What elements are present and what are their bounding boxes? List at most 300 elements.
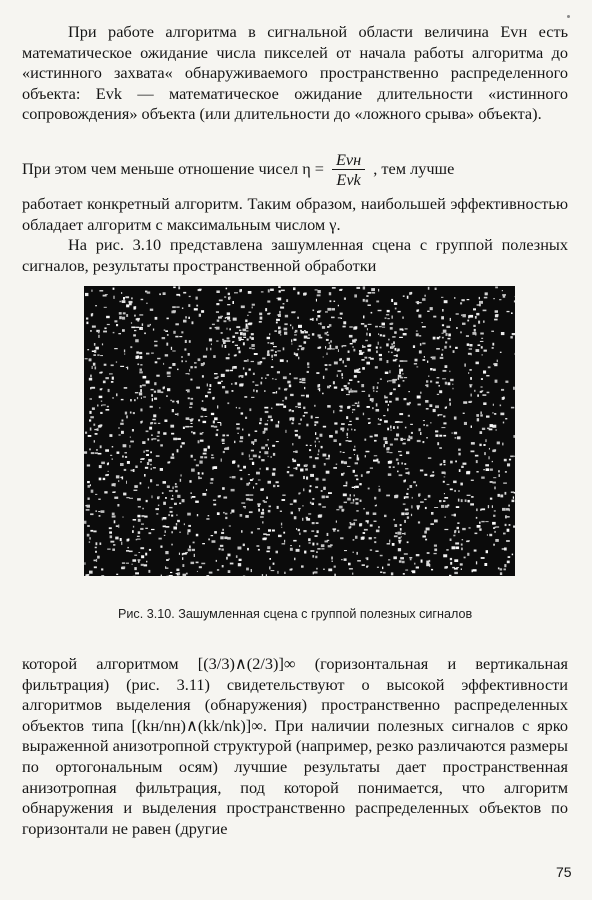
noise-speck [196, 464, 199, 466]
noise-speck [364, 325, 367, 327]
noise-speck [169, 575, 173, 576]
noise-speck [405, 570, 408, 571]
noise-speck [451, 433, 453, 434]
noise-speck [368, 305, 371, 306]
noise-speck [183, 427, 185, 429]
noise-speck [199, 477, 202, 479]
noise-speck [340, 313, 343, 315]
noise-speck [186, 573, 188, 575]
noise-speck [151, 439, 152, 441]
noise-speck [230, 513, 232, 514]
noise-speck [208, 446, 210, 449]
noise-speck [182, 442, 185, 444]
noise-speck [91, 290, 92, 292]
noise-speck [470, 386, 472, 388]
noise-speck [426, 380, 428, 382]
noise-speck [222, 529, 223, 531]
noise-speck [134, 330, 136, 331]
noise-speck [254, 439, 257, 442]
noise-speck [186, 417, 190, 420]
noise-speck [181, 474, 182, 476]
noise-speck [374, 434, 378, 436]
noise-speck [210, 483, 213, 484]
noise-speck [85, 358, 88, 359]
noise-speck [216, 327, 220, 330]
noise-speck [446, 549, 448, 550]
noise-speck [301, 348, 304, 351]
noise-speck [476, 460, 478, 463]
noise-speck [409, 402, 411, 404]
noise-speck [142, 508, 144, 510]
noise-speck [443, 460, 445, 463]
noise-speck [260, 489, 263, 491]
noise-speck [420, 392, 421, 394]
noise-speck [268, 447, 269, 449]
noise-speck [191, 469, 195, 472]
noise-speck [143, 397, 146, 398]
noise-speck [339, 506, 343, 509]
noise-speck [227, 537, 231, 540]
noise-speck [501, 332, 505, 335]
noise-speck [200, 433, 203, 435]
noise-speck [188, 529, 191, 532]
noise-speck [400, 328, 404, 330]
noise-speck [475, 316, 477, 319]
noise-speck [376, 351, 378, 354]
noise-speck [267, 439, 269, 440]
noise-speck [112, 459, 113, 460]
noise-speck [399, 560, 402, 562]
noise-speck [355, 536, 358, 539]
noise-speck [105, 294, 108, 295]
noise-speck [443, 435, 446, 437]
noise-speck [95, 305, 97, 306]
noise-speck [140, 356, 143, 359]
noise-speck [331, 317, 335, 319]
noise-speck [172, 306, 176, 308]
noise-speck [401, 512, 404, 515]
noise-speck [453, 350, 455, 353]
noise-speck [329, 364, 332, 365]
noise-speck [141, 515, 144, 517]
noise-speck [251, 397, 254, 398]
noise-speck [465, 499, 467, 502]
noise-speck [222, 386, 225, 388]
noise-speck [92, 407, 95, 410]
noise-speck [504, 564, 506, 567]
noise-speck [101, 401, 102, 402]
noise-speck [97, 556, 100, 559]
noise-speck [155, 317, 158, 320]
noise-speck [103, 331, 107, 333]
noise-speck [388, 461, 392, 464]
noise-speck [182, 308, 183, 309]
noise-speck [486, 416, 490, 418]
noise-speck [294, 516, 297, 519]
noise-speck [340, 451, 342, 452]
noise-speck [213, 504, 216, 506]
noise-speck [253, 487, 254, 489]
noise-speck [371, 399, 373, 402]
noise-speck [290, 474, 294, 476]
noise-speck [445, 365, 448, 368]
noise-speck [470, 503, 474, 505]
noise-speck [242, 429, 243, 431]
noise-speck [281, 527, 282, 528]
noise-speck [327, 326, 329, 328]
noise-speck [366, 300, 369, 303]
noise-speck [400, 557, 404, 559]
noise-speck [470, 377, 472, 380]
noise-speck [138, 559, 141, 561]
noise-speck [135, 572, 139, 574]
noise-speck [325, 541, 329, 543]
noise-speck [273, 453, 275, 456]
noise-speck [327, 405, 331, 408]
noise-speck [398, 548, 401, 551]
noise-speck [434, 520, 438, 523]
noise-speck [376, 403, 378, 406]
noise-speck [446, 326, 450, 328]
noise-speck [188, 353, 190, 356]
noise-speck [157, 390, 161, 393]
noise-speck [124, 354, 125, 355]
noise-speck [357, 552, 358, 555]
noise-speck [443, 416, 445, 418]
noise-speck [352, 412, 353, 413]
noise-speck [416, 485, 417, 487]
noise-speck [140, 409, 142, 412]
noise-speck [141, 299, 144, 300]
noise-speck [438, 385, 440, 387]
noise-speck [315, 445, 316, 447]
noise-speck [339, 289, 342, 291]
noise-speck [95, 347, 99, 350]
noise-speck [304, 293, 307, 295]
noise-speck [396, 459, 399, 461]
noise-speck [344, 298, 346, 300]
noise-speck [402, 317, 404, 319]
noise-speck [125, 452, 128, 454]
noise-speck [398, 375, 402, 378]
noise-speck [237, 347, 240, 350]
noise-speck [490, 498, 492, 500]
noise-speck [156, 513, 158, 514]
noise-speck [403, 573, 405, 575]
noise-speck [126, 550, 129, 552]
noise-speck [374, 537, 376, 538]
noise-speck [90, 530, 93, 532]
noise-speck [374, 521, 377, 522]
noise-speck [213, 355, 216, 358]
noise-speck [95, 433, 98, 435]
noise-speck [209, 572, 213, 574]
noise-speck [272, 530, 275, 532]
noise-speck [112, 446, 114, 448]
noise-speck [363, 316, 365, 319]
noise-speck [379, 354, 382, 356]
noise-speck [221, 459, 222, 462]
noise-speck [164, 386, 165, 388]
noise-speck [317, 315, 320, 318]
noise-speck [422, 535, 426, 537]
noise-speck [188, 304, 190, 307]
noise-speck [109, 527, 112, 529]
noise-speck [116, 574, 118, 575]
noise-speck [315, 457, 319, 459]
noise-speck [354, 520, 358, 521]
noise-speck [263, 431, 265, 434]
noise-speck [452, 384, 453, 385]
noise-speck [472, 570, 474, 573]
noise-speck [87, 481, 90, 483]
noise-speck [243, 342, 245, 345]
noise-speck [292, 443, 293, 445]
noise-speck [129, 445, 130, 448]
noise-speck [175, 490, 178, 492]
noise-speck [179, 503, 181, 505]
noise-speck [113, 332, 115, 333]
noise-speck [221, 549, 224, 551]
noise-speck [249, 511, 253, 513]
noise-speck [260, 468, 261, 470]
noise-speck [216, 291, 219, 294]
noise-speck [142, 323, 143, 326]
noise-speck [94, 343, 96, 346]
noise-speck [458, 490, 459, 492]
noise-speck [249, 454, 250, 457]
noise-speck [248, 291, 252, 294]
noise-speck [292, 410, 294, 412]
noise-speck [224, 297, 226, 298]
noise-speck [452, 567, 455, 568]
noise-speck [393, 379, 397, 381]
noise-speck [101, 405, 102, 407]
noise-speck [405, 509, 409, 511]
noise-speck [308, 513, 311, 514]
noise-speck [270, 456, 272, 457]
noise-speck [460, 302, 462, 304]
noise-speck [366, 451, 370, 453]
noise-speck [454, 572, 458, 574]
noise-speck [366, 566, 368, 568]
noise-speck [294, 354, 297, 355]
noise-speck [390, 327, 393, 330]
noise-speck [316, 372, 319, 374]
noise-speck [501, 389, 504, 391]
noise-speck [89, 378, 92, 381]
noise-speck [387, 318, 389, 319]
noise-speck [402, 533, 405, 534]
noise-speck [389, 370, 390, 373]
noise-speck [212, 467, 213, 470]
noise-speck [399, 365, 400, 367]
noise-speck [492, 461, 493, 462]
noise-speck [228, 354, 230, 356]
noise-speck [480, 333, 484, 335]
noise-speck [197, 571, 198, 572]
noise-speck [165, 497, 167, 499]
noise-speck [84, 451, 87, 454]
noise-speck [227, 304, 230, 305]
noise-speck [169, 490, 173, 491]
noise-speck [380, 555, 383, 557]
noise-speck [394, 495, 398, 498]
noise-speck [349, 379, 352, 381]
noise-speck [432, 356, 436, 359]
noise-speck [325, 368, 328, 370]
noise-speck [152, 495, 153, 498]
noise-speck [133, 306, 135, 309]
noise-speck [119, 434, 121, 435]
noise-speck [272, 473, 275, 476]
noise-speck [107, 549, 110, 550]
noise-speck [246, 568, 249, 571]
noise-speck [316, 568, 317, 570]
noise-speck [273, 485, 275, 487]
noise-speck [387, 564, 390, 566]
noise-speck [449, 399, 451, 402]
noise-speck [315, 441, 316, 443]
noise-speck [462, 323, 466, 325]
noise-speck [139, 371, 143, 373]
noise-speck [310, 485, 312, 487]
noise-speck [154, 341, 158, 342]
noise-speck [320, 434, 323, 437]
noise-speck [422, 298, 425, 301]
noise-speck [500, 495, 503, 498]
noise-speck [348, 424, 352, 425]
noise-speck [349, 568, 353, 570]
noise-speck [364, 439, 366, 441]
noise-speck [214, 377, 217, 379]
noise-speck [349, 522, 351, 523]
noise-speck [461, 299, 464, 301]
noise-speck [238, 337, 242, 339]
noise-speck [167, 462, 169, 464]
noise-speck [130, 399, 132, 401]
noise-speck [148, 487, 149, 489]
noise-speck [416, 310, 418, 312]
noise-speck [211, 535, 214, 536]
noise-speck [382, 323, 386, 326]
noise-speck [500, 352, 502, 353]
noise-speck [249, 408, 251, 411]
noise-speck [181, 331, 183, 333]
noise-speck [508, 556, 511, 558]
noise-speck [222, 443, 225, 444]
noise-speck [489, 534, 492, 536]
noise-speck [254, 353, 258, 355]
noise-speck [305, 331, 308, 333]
noise-speck [266, 574, 267, 576]
noise-speck [356, 502, 359, 504]
noise-speck [376, 391, 378, 392]
noise-speck [101, 575, 104, 576]
noise-speck [430, 523, 434, 525]
noise-speck [312, 333, 314, 335]
noise-speck [376, 347, 378, 349]
noise-speck [493, 363, 497, 364]
noise-speck [292, 327, 293, 330]
noise-speck [284, 332, 287, 335]
noise-speck [380, 379, 382, 380]
noise-speck [226, 288, 228, 290]
noise-speck [503, 397, 505, 400]
noise-speck [319, 384, 321, 387]
noise-speck [87, 525, 90, 526]
noise-speck [466, 541, 469, 543]
noise-speck [315, 486, 318, 488]
noise-speck [354, 486, 355, 489]
noise-speck [433, 410, 435, 412]
noise-speck [165, 530, 166, 533]
noise-speck [84, 562, 85, 565]
noise-speck [312, 543, 314, 546]
noise-speck [255, 483, 257, 485]
noise-speck [90, 387, 92, 389]
noise-speck [354, 454, 355, 455]
noise-speck [344, 558, 347, 561]
noise-speck [444, 493, 445, 494]
noise-speck [456, 547, 460, 550]
noise-speck [425, 539, 427, 541]
noise-speck [296, 467, 298, 470]
noise-speck [307, 362, 309, 365]
noise-speck [355, 326, 358, 329]
noise-speck [134, 485, 138, 488]
noise-speck [417, 440, 421, 442]
noise-speck [488, 505, 489, 508]
noise-speck [116, 525, 118, 527]
noise-speck [130, 346, 132, 348]
noise-speck [347, 428, 348, 430]
noise-speck [89, 358, 92, 361]
noise-speck [121, 292, 122, 294]
noise-speck [434, 553, 437, 554]
noise-speck [151, 422, 153, 424]
noise-speck [316, 522, 319, 524]
noise-speck [388, 559, 390, 560]
noise-speck [222, 487, 225, 490]
noise-speck [94, 566, 97, 568]
noise-speck [402, 561, 405, 563]
noise-speck [256, 472, 260, 475]
noise-speck [489, 448, 490, 450]
noise-speck [323, 569, 325, 570]
noise-speck [444, 346, 446, 349]
noise-speck [398, 311, 401, 313]
noise-speck [190, 402, 193, 405]
noise-speck [226, 317, 230, 318]
noise-speck [294, 332, 296, 334]
noise-speck [205, 416, 208, 417]
noise-speck [217, 512, 220, 515]
noise-speck [337, 375, 338, 378]
noise-speck [266, 467, 269, 470]
noise-speck [442, 324, 444, 326]
noise-speck [278, 298, 282, 301]
noise-speck [120, 463, 124, 466]
noise-speck [503, 422, 504, 424]
noise-speck [154, 382, 156, 385]
noise-speck [280, 359, 284, 362]
noise-speck [112, 515, 116, 517]
noise-speck [182, 557, 183, 560]
noise-speck [380, 347, 382, 349]
noise-speck [492, 505, 493, 508]
noise-speck [335, 346, 338, 349]
